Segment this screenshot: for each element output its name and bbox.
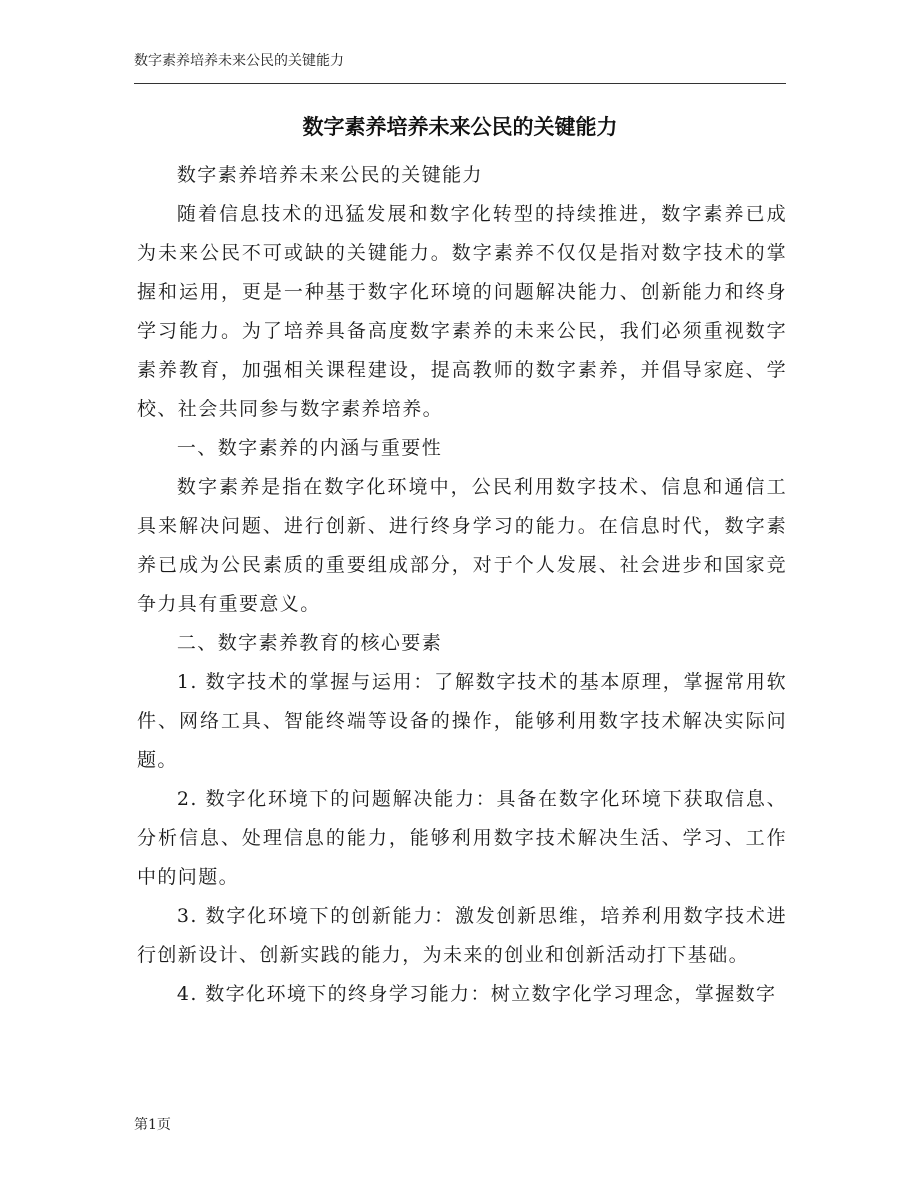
body-paragraph: 数字素养是指在数字化环境中，公民利用数字技术、信息和通信工具来解决问题、进行创新、进行终身学习的能力。在信息时代，数字素养已成为公民素质的重要组成部分，对于个人发展、社会进步和国家竞争力具有重要意义。 bbox=[137, 476, 787, 615]
list-item-1: 1. 数字技术的掌握与运用：了解数字技术的基本原理，掌握常用软件、网络工具、智能终端等设备的操作，能够利用数字技术解决实际问题。 bbox=[137, 671, 787, 771]
intro-paragraph: 随着信息技术的迅猛发展和数字化转型的持续推进，数字素养已成为未来公民不可或缺的关键能力。数字素养不仅仅是指对数字技术的掌握和运用，更是一种基于数字化环境的问题解决能力、创新能力和终身学习能力。为了培养具备高度数字素养的未来公民，我们必须重视数字素养教育，加强相关课程建设，提高教师的数字素养，并倡导家庭、学校、社会共同参与数字素养培养。 bbox=[137, 203, 787, 420]
header-divider bbox=[134, 83, 786, 84]
list-item-4: 4. 数字化环境下的终身学习能力：树立数字化学习理念，掌握数字 bbox=[176, 983, 777, 1005]
section-heading-2: 二、数字素养教育的核心要素 bbox=[176, 632, 443, 654]
list-item-3: 3. 数字化环境下的创新能力：激发创新思维，培养利用数字技术进行创新设计、创新实践的能力，为未来的创业和创新活动打下基础。 bbox=[137, 905, 787, 966]
subtitle-paragraph: 数字素养培养未来公民的关键能力 bbox=[176, 164, 483, 186]
document-title: 数字素养培养未来公民的关键能力 bbox=[302, 115, 618, 139]
document-body bbox=[137, 156, 787, 1014]
list-item-2: 2. 数字化环境下的问题解决能力：具备在数字化环境下获取信息、分析信息、处理信息的能力，能够利用数字技术解决生活、学习、工作中的问题。 bbox=[137, 788, 787, 888]
page-number: 第1页 bbox=[134, 1117, 171, 1133]
section-heading-1: 一、数字素养的内涵与重要性 bbox=[176, 437, 443, 459]
running-header: 数字素养培养未来公民的关键能力 bbox=[134, 53, 344, 69]
